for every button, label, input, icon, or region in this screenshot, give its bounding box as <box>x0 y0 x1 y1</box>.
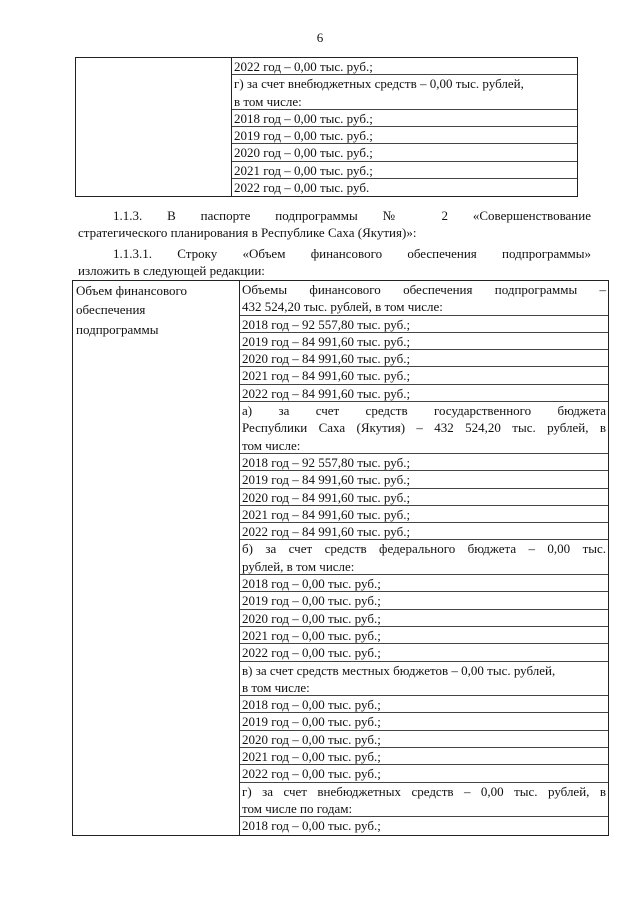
table-line: 2018 год – 92 557,80 тыс. руб.; <box>240 454 608 471</box>
table-line: б) за счет средств федерального бюджета – 0,00 тыс. <box>242 541 606 557</box>
table-line: 2019 год – 0,00 тыс. руб.; <box>240 592 608 609</box>
table-line: 2021 год – 0,00 тыс. руб.; <box>240 627 608 644</box>
table-line: 2018 год – 0,00 тыс. руб.; <box>240 696 608 713</box>
table-line: рублей, в том числе: <box>240 558 608 575</box>
label-line: подпрограммы <box>76 321 159 337</box>
table-line: г) за счет внебюджетных средств – 0,00 тыс. рублей, <box>234 76 524 92</box>
table-line: том числе по годам: <box>240 800 608 817</box>
funding-values-cell <box>240 281 609 836</box>
table-line: 2019 год – 0,00 тыс. руб.; <box>232 127 577 144</box>
table-line: 2020 год – 0,00 тыс. руб.; <box>240 610 608 627</box>
table-line: 2019 год – 0,00 тыс. руб.; <box>240 713 608 730</box>
table-line: в) за счет средств местных бюджетов – 0,00 тыс. рублей, <box>242 662 556 678</box>
table-line: а) за счет средств государственного бюджета <box>242 403 606 419</box>
page-number: 6 <box>316 30 324 45</box>
funding-table-continuation <box>75 57 578 197</box>
table-line: 2022 год – 0,00 тыс. руб.; <box>240 765 608 782</box>
table-line: 2020 год – 84 991,60 тыс. руб.; <box>240 350 608 367</box>
label-cell-empty <box>76 58 232 197</box>
table-line: 2021 год – 84 991,60 тыс. руб.; <box>240 506 608 523</box>
table-line: 2022 год – 0,00 тыс. руб. <box>234 180 370 196</box>
table-line: Республики Саха (Якутия) – 432 524,20 тыс. рублей, в <box>242 420 606 436</box>
table-line: 2021 год – 0,00 тыс. руб.; <box>232 162 577 179</box>
table-line: 2020 год – 0,00 тыс. руб.; <box>240 731 608 748</box>
table-line: 2019 год – 84 991,60 тыс. руб.; <box>240 471 608 488</box>
paragraph-1-line-1: 1.1.3. В паспорте подпрограммы № 2 «Совершенствование <box>113 208 591 223</box>
table-line: Объемы финансового обеспечения подпрограммы – <box>242 282 606 297</box>
table-line: 2022 год – 0,00 тыс. руб.; <box>232 58 577 75</box>
label-line: Объем финансового <box>76 283 188 298</box>
table-line: 2020 год – 84 991,60 тыс. руб.; <box>240 489 608 506</box>
paragraph-2-line-1: 1.1.3.1. Строку «Объем финансового обеспечения подпрограммы» <box>113 246 591 261</box>
table-line: в том числе: <box>232 93 577 110</box>
value-cell <box>232 58 578 197</box>
table-line: 432 524,20 тыс. рублей, в том числе: <box>240 298 608 315</box>
table-line: 2018 год – 92 557,80 тыс. руб.; <box>240 316 608 333</box>
paragraph-1-line-2: стратегического планирования в Республике Саха (Якутия)»: <box>78 225 417 240</box>
table-line: 2022 год – 0,00 тыс. руб.; <box>240 644 608 661</box>
table-line: 2020 год – 0,00 тыс. руб.; <box>232 144 577 161</box>
funding-label-cell <box>73 281 240 836</box>
table-line: 2021 год – 0,00 тыс. руб.; <box>240 748 608 765</box>
table-line: г) за счет внебюджетных средств – 0,00 тыс. рублей, в <box>242 783 606 799</box>
table-line: 2021 год – 84 991,60 тыс. руб.; <box>240 367 608 384</box>
table-line: 2019 год – 84 991,60 тыс. руб.; <box>240 333 608 350</box>
funding-volume-table <box>72 280 609 836</box>
table-line: 2022 год – 84 991,60 тыс. руб.; <box>240 385 608 402</box>
table-line: том числе: <box>240 437 608 454</box>
table-line: в том числе: <box>240 679 608 696</box>
table-line: 2018 год – 0,00 тыс. руб.; <box>232 110 577 127</box>
table-line: 2022 год – 84 991,60 тыс. руб.; <box>240 523 608 540</box>
table-line: 2018 год – 0,00 тыс. руб.; <box>242 818 381 834</box>
label-line: обеспечения <box>76 302 146 318</box>
paragraph-2-line-2: изложить в следующей редакции: <box>78 263 265 278</box>
table-line: 2018 год – 0,00 тыс. руб.; <box>240 575 608 592</box>
